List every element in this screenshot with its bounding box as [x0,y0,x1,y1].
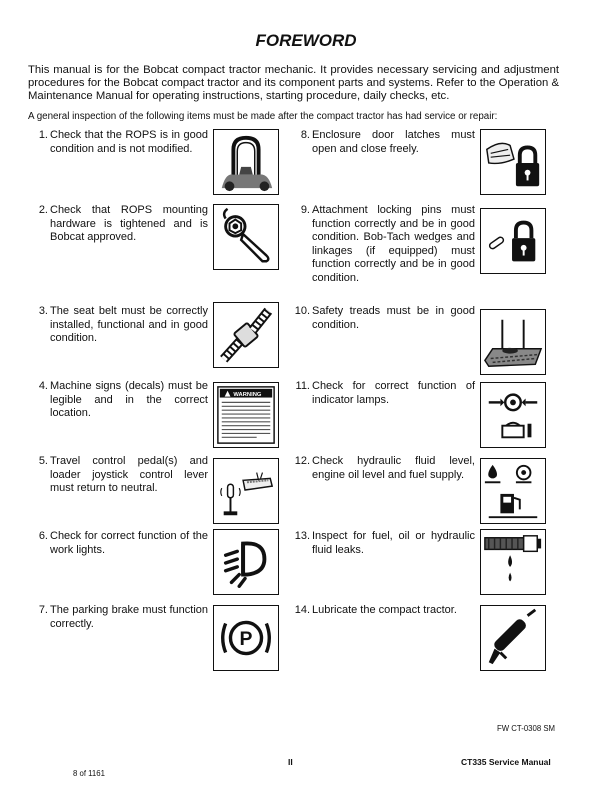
list-item [290,604,478,674]
door-latch-lock-icon [480,129,546,195]
list-item [28,204,213,274]
item-number: 12. [294,455,310,467]
list-item [28,604,213,674]
list-item [28,305,213,375]
list-item [28,129,213,199]
item-number: 13. [294,530,310,542]
item-text: Machine signs (decals) must be legible and in the correct location. [50,380,208,420]
warning-decal-icon [213,382,279,448]
list-item [290,305,478,375]
item-number: 14. [294,604,310,616]
item-text: Safety treads must be in good condition. [312,305,475,331]
manual-title: CT335 Service Manual [461,757,551,767]
list-item [28,530,213,600]
joystick-pedal-icon [213,458,279,524]
item-number: 10. [294,305,310,317]
intro-paragraph: This manual is for the Bobcat compact tractor mechanic. It provides necessary servicing and adjustment procedures for the Bobcat compact tractor and its component parts and systems. Refer to the Operation & Maintenance Manual for operating instructions, starting procedure, daily checks, etc. [28,64,559,103]
rops-icon [213,129,279,195]
item-text: The seat belt must be correctly installed, functional and in good condition. [50,305,208,345]
item-text: Check that the ROPS is in good condition and is not modified. [50,129,208,155]
item-number: 2. [38,204,48,216]
item-number: 4. [38,380,48,392]
list-item [290,129,478,199]
item-text: Lubricate the compact tractor. [312,604,457,616]
safety-tread-icon [480,309,546,375]
item-text: Check that ROPS mounting hardware is tightened and is Bobcat approved. [50,204,208,244]
decal-warning-label: WARNING [233,392,262,399]
page-number: II [288,757,293,767]
item-number: 9. [300,204,310,216]
item-text: Check for correct function of the work lights. [50,530,208,556]
page-title: FOREWORD [255,31,357,50]
seat-belt-icon [213,302,279,368]
document-code: FW CT-0308 SM [497,724,556,733]
item-number: 1. [38,129,48,141]
work-light-icon [213,529,279,595]
item-number: 8. [300,129,310,141]
item-number: 7. [38,604,48,616]
item-number: 6. [38,530,48,542]
item-text: Enclosure door latches must open and close freely. [312,129,475,155]
item-number: 5. [38,455,48,467]
locking-pin-lock-icon [480,208,546,274]
item-number: 11. [295,380,310,392]
fluid-leak-icon [480,529,546,595]
svg-text:P: P [239,627,253,650]
pdf-page-counter: 8 of 1161 [73,769,105,778]
wrench-bolt-icon [213,204,279,270]
item-text: The parking brake must function correctly. [50,604,208,630]
list-item [290,204,478,304]
list-item [290,380,478,450]
item-text: Attachment locking pins must function correctly and be in good condition. Bob-Tach wedges and linkages (if equipped) must function correctly and be in good condition. [312,204,475,284]
item-text: Check hydraulic fluid level, engine oil level and fuel supply. [312,455,475,481]
list-item [290,455,478,525]
parking-brake-icon [213,605,279,671]
inspection-intro: A general inspection of the following items must be made after the compact tractor has had service or repair: [28,111,498,122]
item-text: Inspect for fuel, oil or hydraulic fluid leaks. [312,530,475,556]
item-text: Travel control pedal(s) and loader joystick control lever must return to neutral. [50,455,208,495]
item-number: 3. [38,305,48,317]
item-text: Check for correct function of indicator lamps. [312,380,475,406]
list-item [28,455,213,525]
grease-gun-icon [480,605,546,671]
indicator-lamps-icon [480,382,546,448]
list-item [290,530,478,600]
list-item [28,380,213,450]
fluid-levels-icon [480,458,546,524]
